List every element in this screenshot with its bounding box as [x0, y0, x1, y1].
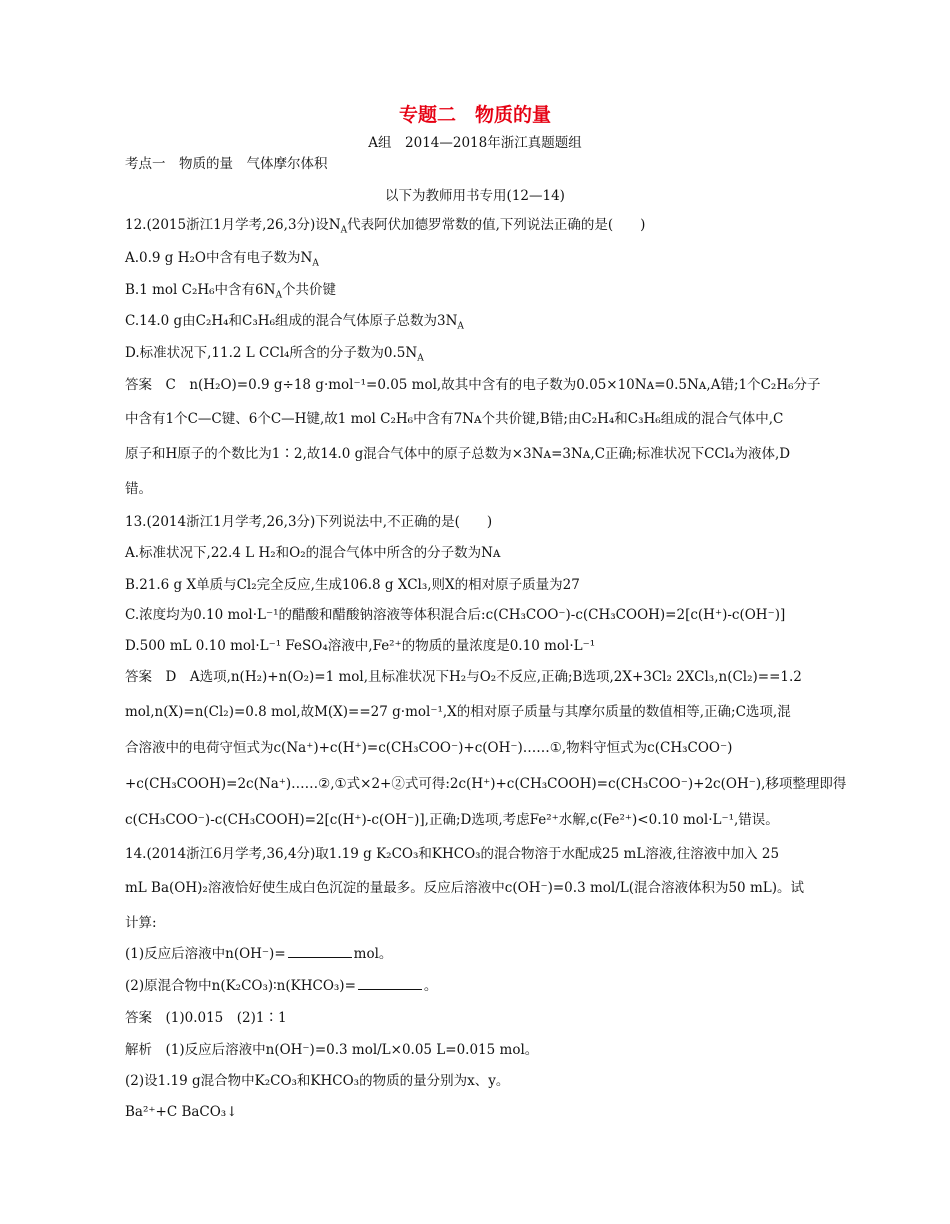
q14-explanation-1: 解析 (1)反应后溶液中n(OH⁻)=0.3 mol/L×0.05 L=0.015 mol。 [125, 1042, 539, 1058]
q12-option-d: D.标准状况下,11.2 L CCl₄所含的分子数为$0.5N_A$ [125, 345, 424, 364]
q13-answer-line1: 答案 D A选项,n(H₂)+n(O₂)=1 mol,且标准状况下H₂与O₂不反应,正确;B选项,2X+3Cl₂ 2XCl₃,n(Cl₂)==1.2 [125, 669, 802, 685]
q14-sub-question-1: (1)反应后溶液中n(OH⁻)= mol。 [125, 946, 393, 962]
q12-answer-line4: 错。 [125, 481, 152, 497]
q14-answer: 答案 (1)0.015 (2)1∶1 [125, 1010, 287, 1026]
q14-stem-line2: mL Ba(OH)₂溶液恰好使生成白色沉淀的量最多。反应后溶液中c(OH⁻)=0.3 mol/L(混合溶液体积为50 mL)。试 [125, 880, 804, 896]
q13-answer-line5: c(CH₃COO⁻)-c(CH₃COOH)=2[c(H⁺)-c(OH⁻)],正确;D选项,考虑Fe²⁺水解,c(Fe²⁺)<0.10 mol·L⁻¹,错误。 [125, 812, 779, 828]
q14-explanation-3: Ba²⁺+C BaCO₃↓ [125, 1104, 238, 1120]
answer-blank [288, 945, 352, 958]
q13-answer-line2: mol,n(X)=n(Cl₂)=0.8 mol,故M(X)==27 g·mol⁻¹,X的相对原子质量与其摩尔质量的数值相等,正确;C选项,混 [125, 704, 791, 720]
q12-stem: 12.(2015浙江1月学考,26,3分)设$N_A$代表阿伏加德罗常数的值,下列说法正确的是( ) [125, 217, 646, 236]
q14-stem-line1: 14.(2014浙江6月学考,36,4分)取1.19 g K₂CO₃和KHCO₃的混合物溶于水配成25 mL溶液,往溶液中加入 25 [125, 846, 780, 862]
answer-blank [358, 977, 422, 990]
section-heading: 考点一 物质的量 气体摩尔体积 [125, 156, 328, 172]
q14-sub-question-2: (2)原混合物中n(K₂CO₃)∶n(KHCO₃)= 。 [125, 978, 438, 994]
q12-option-c: C.14.0 g由C₂H₄和C₃H₆组成的混合气体原子总数为$3N_A$ [125, 313, 464, 332]
q14-stem-line3: 计算: [125, 915, 157, 931]
q13-option-c: C.浓度均为0.10 mol·L⁻¹的醋酸和醋酸钠溶液等体积混合后:c(CH₃COO⁻)-c(CH₃COOH)=2[c(H⁺)-c(OH⁻)] [125, 607, 786, 623]
q13-option-b: B.21.6 g X单质与Cl₂完全反应,生成106.8 g XCl₃,则X的相对原子质量为27 [125, 577, 580, 593]
teacher-note: 以下为教师用书专用(12—14) [385, 188, 565, 204]
q13-option-a: A.标准状况下,22.4 L H₂和O₂的混合气体中所含的分子数为Nᴀ [125, 545, 501, 561]
q13-option-d: D.500 mL 0.10 mol·L⁻¹ FeSO₄溶液中,Fe²⁺的物质的量浓度是0.10 mol·L⁻¹ [125, 638, 596, 654]
q12-option-a: A.0.9 g H₂O中含有电子数为$N_A$ [125, 250, 319, 269]
q13-stem: 13.(2014浙江1月学考,26,3分)下列说法中,不正确的是( ) [125, 514, 493, 530]
q13-answer-line3: 合溶液中的电荷守恒式为c(Na⁺)+c(H⁺)=c(CH₃COO⁻)+c(OH⁻)……①,物料守恒式为c(CH₃COO⁻) [125, 740, 733, 756]
page-title: 专题二 物质的量 [398, 104, 551, 126]
q14-explanation-2: (2)设1.19 g混合物中K₂CO₃和KHCO₃的物质的量分别为x、y。 [125, 1073, 510, 1089]
group-subtitle: A组 2014—2018年浙江真题题组 [368, 135, 582, 151]
q12-option-b: B.1 mol C₂H₆中含有$6N_A$个共价键 [125, 282, 336, 301]
q12-answer-line2: 中含有1个C—C键、6个C—H键,故1 mol C₂H₆中含有7Nᴀ个共价键,B错;由C₂H₄和C₃H₆组成的混合气体中,C [125, 411, 784, 427]
q12-answer-line1: 答案 C n(H₂O)=0.9 g÷18 g·mol⁻¹=0.05 mol,故其中含有的电子数为0.05×10Nᴀ=0.5Nᴀ,A错;1个C₂H₆分子 [125, 377, 821, 393]
q13-answer-line4: +c(CH₃COOH)=2c(Na⁺)……②,①式×2+②式可得:2c(H⁺)+c(CH₃COOH)=c(CH₃COO⁻)+2c(OH⁻),移项整理即得 [125, 776, 847, 792]
q12-answer-line3: 原子和H原子的个数比为1∶2,故14.0 g混合气体中的原子总数为×3Nᴀ=3Nᴀ,C正确;标准状况下CCl₄为液体,D [125, 446, 791, 462]
